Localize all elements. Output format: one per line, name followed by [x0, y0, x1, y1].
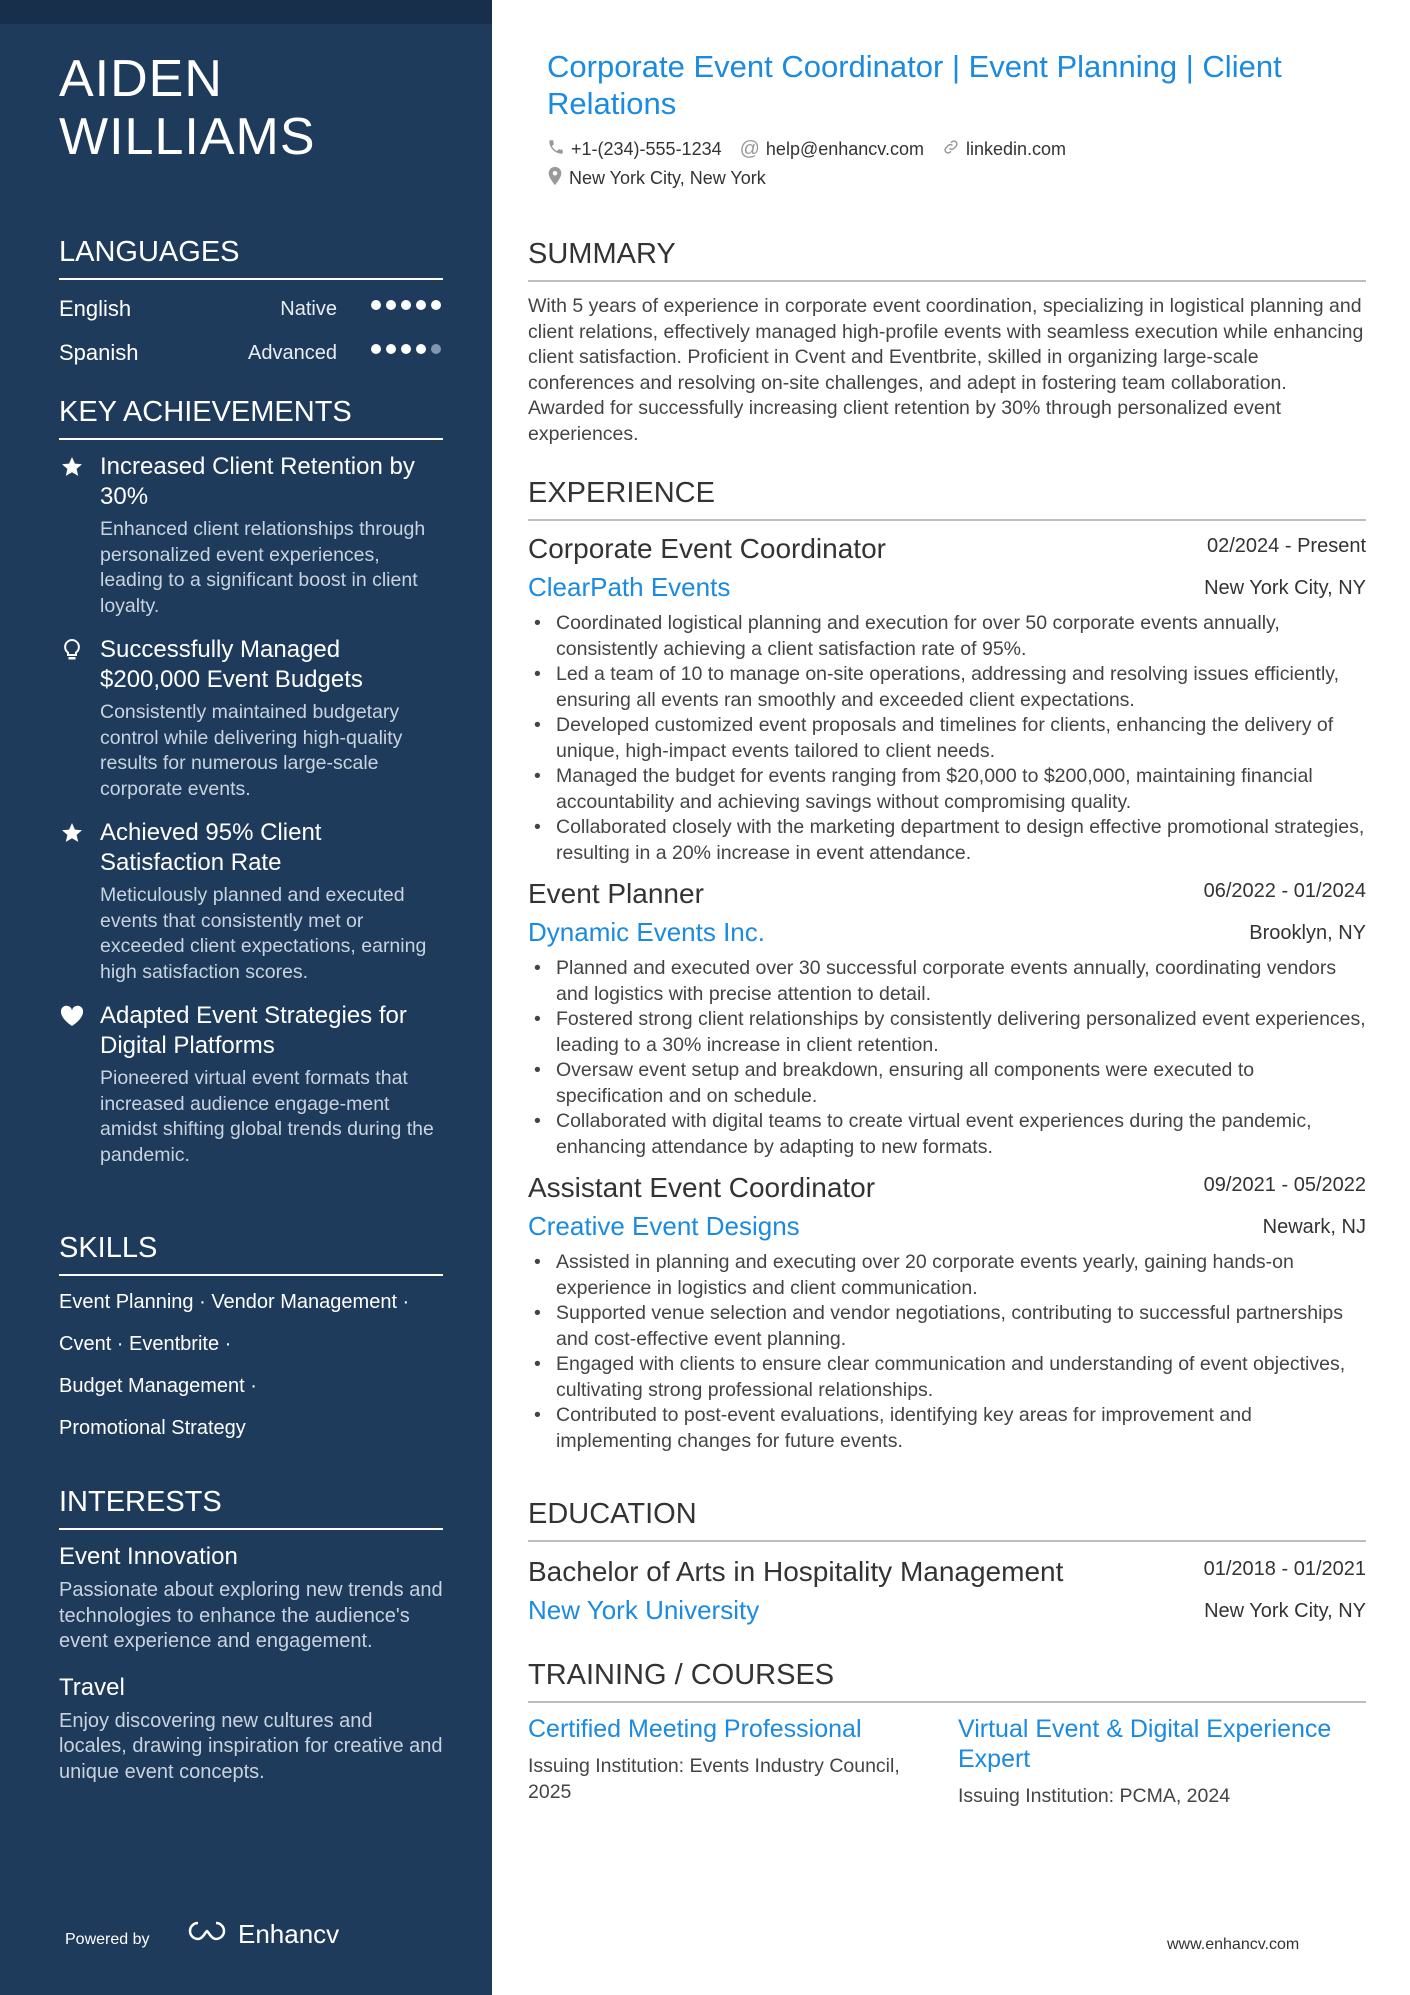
- job-date: 09/2021 - 05/2022: [1203, 1174, 1366, 1196]
- job-title: Corporate Event Coordinator: [528, 533, 886, 564]
- summary-section: [528, 236, 1366, 447]
- language-name: Spanish: [59, 340, 139, 365]
- bullet-item: • Led a team of 10 to manage on-site operations, addressing and resolving issues efficiently, ensuring all events ran smoothly and exceeded client expectations.: [528, 662, 1366, 713]
- bullet-item: • Managed the budget for events ranging from $20,000 to $200,000, maintaining financial accountability and achieving savings without compromising quality.: [528, 764, 1366, 815]
- job-entry: [528, 876, 1366, 1160]
- rating-dot: [416, 344, 426, 354]
- bullet-item: • Assisted in planning and executing over 20 corporate events yearly, gaining hands-on experience in logistics and client communication.: [528, 1250, 1366, 1301]
- skill-line: Budget Management ·: [59, 1375, 257, 1397]
- name-first: AIDEN: [59, 50, 223, 108]
- languages-section: [59, 234, 443, 378]
- skill-line: Cvent · Eventbrite ·: [59, 1333, 232, 1355]
- language-name: English: [59, 296, 132, 321]
- job-company[interactable]: Creative Event Designs: [528, 1211, 800, 1241]
- brand-name: Enhancv: [238, 1919, 340, 1949]
- interest-title: Travel: [59, 1673, 125, 1701]
- achievement-desc: Pioneered virtual event formats that increased audience engage-ment amidst shifting global trends during the pandemic.: [100, 1067, 434, 1166]
- course-title[interactable]: Certified Meeting Professional: [528, 1715, 862, 1743]
- course-item: [958, 1714, 1348, 1810]
- achievement-item: [59, 1001, 443, 1168]
- rating-dot: [431, 344, 441, 354]
- sidebar: [0, 0, 492, 1995]
- name-last: WILLIAMS: [59, 108, 316, 166]
- achievement-item: [59, 818, 443, 985]
- degree-title: Bachelor of Arts in Hospitality Management: [528, 1556, 1064, 1587]
- achievement-desc: Consistently maintained budgetary control while delivering high-quality results for numerous large-scale corporate events.: [100, 701, 403, 800]
- phone-text: +1-(234)-555-1234: [571, 139, 722, 159]
- course-institution: Issuing Institution: PCMA, 2024: [958, 1785, 1231, 1807]
- heart-icon: [59, 1003, 85, 1029]
- achievements-section: [59, 394, 443, 1184]
- enhancv-logo-icon: [184, 1919, 230, 1950]
- school-name[interactable]: New York University: [528, 1595, 760, 1625]
- course-title[interactable]: Virtual Event & Digital Experience Expert: [958, 1715, 1332, 1773]
- location-row: [547, 166, 784, 191]
- contact-row: [547, 138, 1084, 161]
- rating-dot: [401, 344, 411, 354]
- summary-heading: SUMMARY: [528, 236, 1366, 282]
- rating-dot: [371, 300, 381, 310]
- achievement-item: [59, 635, 443, 802]
- sidebar-top-bar: [0, 0, 492, 24]
- achievements-heading: KEY ACHIEVEMENTS: [59, 394, 443, 440]
- job-location: Newark, NJ: [1262, 1216, 1366, 1238]
- skill-line: Event Planning · Vendor Management ·: [59, 1291, 410, 1313]
- experience-heading: EXPERIENCE: [528, 475, 1366, 521]
- training-heading: TRAINING / COURSES: [528, 1657, 1366, 1703]
- star-icon: [59, 454, 85, 480]
- brand-logo[interactable]: [184, 1919, 339, 1950]
- rating-dot: [416, 300, 426, 310]
- lightbulb-icon: [59, 637, 85, 663]
- job-bullets: [528, 1250, 1366, 1454]
- achievement-item: [59, 452, 443, 619]
- link-icon: [942, 138, 966, 161]
- interests-heading: INTERESTS: [59, 1484, 443, 1530]
- email-text: help@enhancv.com: [765, 139, 924, 159]
- course-institution: Issuing Institution: Events Industry Council, 2025: [528, 1755, 900, 1803]
- bullet-item: • Planned and executed over 30 successful corporate events annually, coordinating vendors and logistics with precise attention to detail.: [528, 956, 1366, 1007]
- bullet-item: • Fostered strong client relationships by consistently delivering personalized event experiences, leading to a 30% increase in client retention.: [528, 1007, 1366, 1058]
- language-row: [59, 290, 443, 334]
- achievement-title: Successfully Managed $200,000 Event Budgets: [100, 636, 363, 693]
- education-section: [528, 1496, 1366, 1628]
- course-item: [528, 1714, 918, 1805]
- languages-heading: LANGUAGES: [59, 234, 443, 280]
- rating-dot: [401, 300, 411, 310]
- job-date: 02/2024 - Present: [1207, 535, 1366, 557]
- job-title: Event Planner: [528, 878, 704, 909]
- skills-section: [59, 1230, 443, 1458]
- candidate-name: [59, 50, 316, 166]
- rating-dot: [386, 344, 396, 354]
- training-section: [528, 1657, 1366, 1703]
- at-icon: @: [739, 138, 760, 160]
- linkedin-item[interactable]: [942, 138, 1066, 161]
- website-link[interactable]: www.enhancv.com: [1167, 1936, 1300, 1953]
- job-entry: [528, 531, 1366, 866]
- job-bullets: [528, 956, 1366, 1160]
- interest-desc: Passionate about exploring new trends and technologies to enhance the audience's event experience and engagement.: [59, 1579, 443, 1652]
- phone-icon: [547, 138, 571, 161]
- rating-dot: [431, 300, 441, 310]
- education-date: 01/2018 - 01/2021: [1203, 1558, 1366, 1580]
- phone-item[interactable]: [547, 138, 722, 161]
- language-row: [59, 334, 443, 378]
- bullet-item: • Contributed to post-event evaluations, identifying key areas for improvement and implementing changes for future events.: [528, 1403, 1366, 1454]
- bullet-item: • Supported venue selection and vendor negotiations, contributing to successful partnerships and cost-effective event planning.: [528, 1301, 1366, 1352]
- job-title: Assistant Event Coordinator: [528, 1172, 876, 1203]
- headline: Corporate Event Coordinator | Event Planning | Client Relations: [547, 49, 1282, 121]
- education-location: New York City, NY: [1204, 1600, 1366, 1622]
- location-pin-icon: [547, 166, 569, 191]
- bullet-item: • Collaborated with digital teams to create virtual event experiences during the pandemic, enhancing attendance by adapting to new formats.: [528, 1109, 1366, 1160]
- language-rating: [371, 300, 441, 310]
- education-entry: [528, 1554, 1366, 1628]
- interest-title: Event Innovation: [59, 1543, 238, 1570]
- education-heading: EDUCATION: [528, 1496, 1366, 1542]
- experience-section: [528, 475, 1366, 1454]
- bullet-item: • Engaged with clients to ensure clear communication and understanding of event objectives, cultivating strong professional relationships.: [528, 1352, 1366, 1403]
- job-company[interactable]: Dynamic Events Inc.: [528, 917, 765, 947]
- language-level: Advanced: [248, 342, 337, 364]
- language-level: Native: [280, 298, 337, 320]
- linkedin-text: linkedin.com: [965, 139, 1066, 159]
- rating-dot: [386, 300, 396, 310]
- job-location: Brooklyn, NY: [1249, 922, 1366, 944]
- bullet-item: • Coordinated logistical planning and execution for over 50 corporate events annually, consistently achieving a client satisfaction rate of 95%.: [528, 611, 1366, 662]
- location-item: [547, 166, 766, 191]
- bullet-item: • Collaborated closely with the marketing department to design effective promotional strategies, resulting in a 20% increase in event attendance.: [528, 815, 1366, 866]
- job-date: 06/2022 - 01/2024: [1203, 880, 1366, 902]
- star-icon: [59, 820, 85, 846]
- summary-text: With 5 years of experience in corporate event coordination, specializing in logistical planning and client relations, effectively managed high-profile events with seamless execution while enhancing client satisfaction. Proficient in Cvent and Eventbrite, skilled in organizing large-scale conferences and resolving on-site challenges, and adept in fostering team collaboration. Awarded for successfully increasing client retention by 30% through personalized event experiences.: [528, 295, 1364, 445]
- language-rating: [371, 344, 441, 354]
- achievement-title: Increased Client Retention by 30%: [100, 453, 415, 510]
- skill-line: Promotional Strategy: [59, 1417, 246, 1439]
- bullet-item: • Oversaw event setup and breakdown, ensuring all components were executed to specification and on schedule.: [528, 1058, 1366, 1109]
- powered-by-label: Powered by: [65, 1931, 150, 1948]
- job-entry: [528, 1170, 1366, 1454]
- achievement-desc: Meticulously planned and executed events that consistently met or exceeded client expectations, earning high satisfaction scores.: [100, 884, 427, 983]
- job-company[interactable]: ClearPath Events: [528, 572, 731, 602]
- job-bullets: [528, 611, 1366, 866]
- bullet-item: • Developed customized event proposals and timelines for clients, enhancing the delivery of unique, high-impact events tailored to client needs.: [528, 713, 1366, 764]
- achievement-title: Achieved 95% Client Satisfaction Rate: [100, 819, 322, 876]
- achievement-desc: Enhanced client relationships through personalized event experiences, leading to a significant boost in client loyalty.: [100, 518, 426, 617]
- interests-section: [59, 1484, 443, 1803]
- job-location: New York City, NY: [1204, 577, 1366, 599]
- skills-heading: SKILLS: [59, 1230, 443, 1276]
- email-item[interactable]: [740, 138, 924, 161]
- location-text: New York City, New York: [569, 168, 766, 188]
- interest-desc: Enjoy discovering new cultures and locales, drawing inspiration for creative and unique event concepts.: [59, 1709, 443, 1783]
- rating-dot: [371, 344, 381, 354]
- achievement-title: Adapted Event Strategies for Digital Platforms: [100, 1002, 407, 1059]
